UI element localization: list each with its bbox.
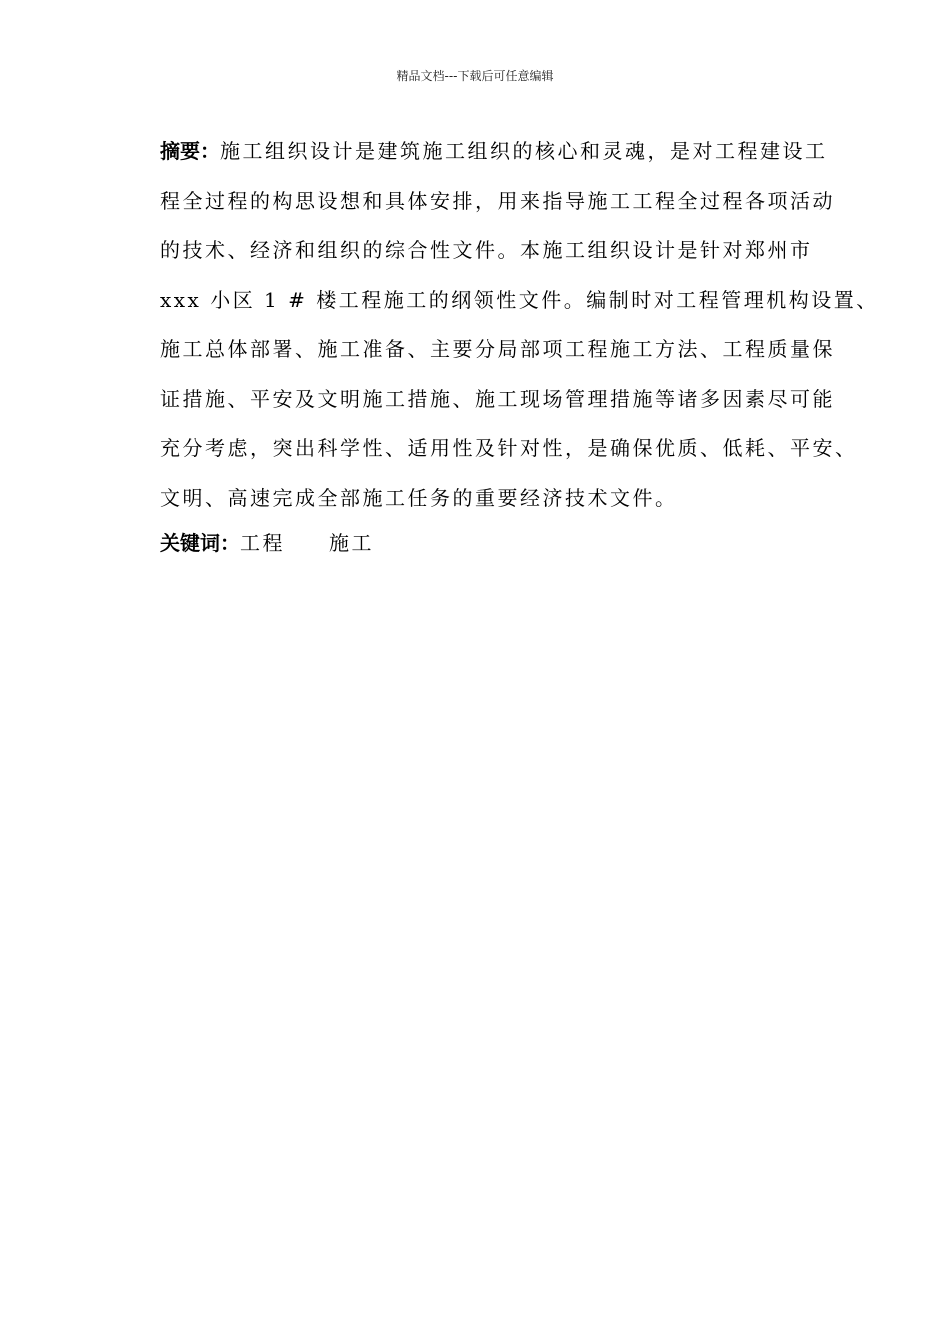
- abstract-line: [160, 134, 860, 169]
- abstract-line: 的技术、经济和组织的综合性文件。本施工组织设计是针对郑州市: [160, 238, 813, 262]
- abstract-line: 文明、高速完成全部施工任务的重要经济技术文件。: [160, 485, 678, 510]
- abstract-label: 摘要：: [160, 139, 220, 163]
- document-body: [160, 134, 879, 561]
- abstract-line: xxx 小区 1 # 楼工程施工的纲领性文件。编制时对工程管理机构设置、: [160, 287, 879, 312]
- abstract-line: 充分考虑，突出科学性、适用性及针对性，是确保优质、低耗、平安、: [160, 436, 858, 460]
- abstract-paragraph: [160, 134, 879, 516]
- keyword-item: 工程: [240, 531, 285, 555]
- abstract-line: 证措施、平安及文明施工措施、施工现场管理措施等诸多因素尽可能: [160, 386, 835, 411]
- abstract-line: 施工总体部署、施工准备、主要分局部项工程施工方法、工程质量保: [160, 337, 835, 361]
- abstract-text: 施工组织设计是建筑施工组织的核心和灵魂，是对工程建设工: [220, 139, 828, 163]
- page-header-note: 精品文档---下载后可任意编辑: [396, 69, 554, 83]
- keywords-line: [160, 526, 860, 561]
- abstract-line: 程全过程的构思设想和具体安排，用来指导施工工程全过程各项活动: [160, 188, 835, 213]
- keyword-item: 施工: [329, 531, 374, 555]
- keywords-label: 关键词：: [160, 531, 240, 555]
